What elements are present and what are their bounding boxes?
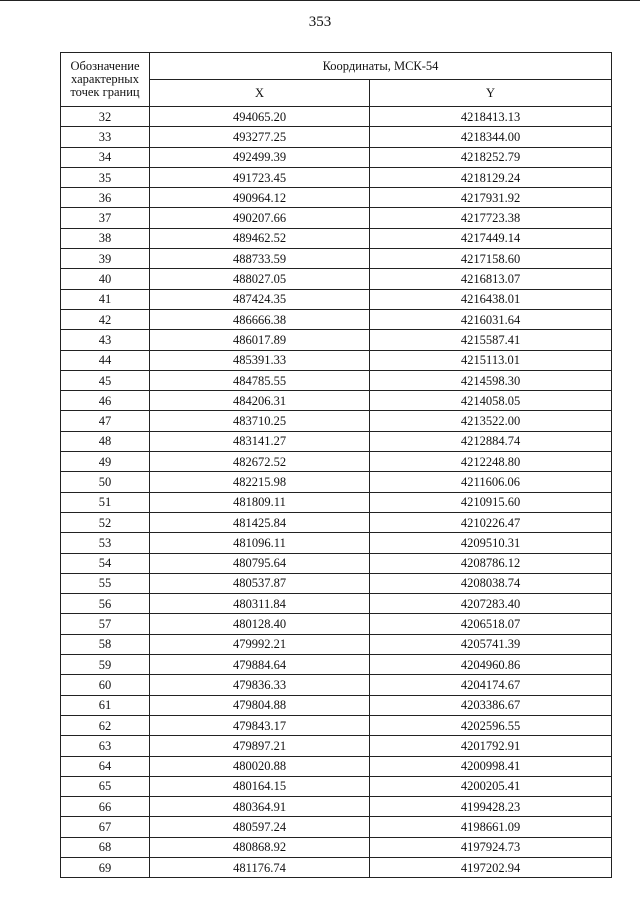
x-coordinate-cell: 480164.15 bbox=[150, 776, 370, 796]
point-number-cell: 33 bbox=[61, 127, 150, 147]
x-coordinate-cell: 480364.91 bbox=[150, 797, 370, 817]
y-coordinate-cell: 4217723.38 bbox=[370, 208, 612, 228]
x-header: X bbox=[150, 80, 370, 107]
table-row bbox=[61, 573, 612, 593]
point-number-cell: 55 bbox=[61, 573, 150, 593]
coordinates-title-header: Координаты, МСК-54 bbox=[150, 53, 612, 80]
y-coordinate-cell: 4203386.67 bbox=[370, 695, 612, 715]
point-number-cell: 57 bbox=[61, 614, 150, 634]
point-number-cell: 44 bbox=[61, 350, 150, 370]
table-row bbox=[61, 107, 612, 127]
point-number-cell: 59 bbox=[61, 655, 150, 675]
x-coordinate-cell: 492499.39 bbox=[150, 147, 370, 167]
x-coordinate-cell: 479897.21 bbox=[150, 736, 370, 756]
table-row bbox=[61, 452, 612, 472]
table-row bbox=[61, 289, 612, 309]
y-coordinate-cell: 4217449.14 bbox=[370, 228, 612, 248]
table-row bbox=[61, 594, 612, 614]
y-coordinate-cell: 4211606.06 bbox=[370, 472, 612, 492]
x-coordinate-cell: 487424.35 bbox=[150, 289, 370, 309]
y-coordinate-cell: 4214058.05 bbox=[370, 391, 612, 411]
x-coordinate-cell: 485391.33 bbox=[150, 350, 370, 370]
table-row bbox=[61, 492, 612, 512]
point-number-cell: 61 bbox=[61, 695, 150, 715]
y-coordinate-cell: 4215587.41 bbox=[370, 330, 612, 350]
y-header: Y bbox=[370, 80, 612, 107]
table-row bbox=[61, 553, 612, 573]
x-coordinate-cell: 481176.74 bbox=[150, 857, 370, 877]
y-coordinate-cell: 4218129.24 bbox=[370, 167, 612, 187]
y-coordinate-cell: 4197924.73 bbox=[370, 837, 612, 857]
y-coordinate-cell: 4213522.00 bbox=[370, 411, 612, 431]
point-number-cell: 65 bbox=[61, 776, 150, 796]
point-number-cell: 69 bbox=[61, 857, 150, 877]
x-coordinate-cell: 488027.05 bbox=[150, 269, 370, 289]
header-row-top bbox=[61, 53, 612, 80]
table-row bbox=[61, 715, 612, 735]
x-coordinate-cell: 493277.25 bbox=[150, 127, 370, 147]
point-number-cell: 43 bbox=[61, 330, 150, 350]
x-coordinate-cell: 483710.25 bbox=[150, 411, 370, 431]
point-number-cell: 51 bbox=[61, 492, 150, 512]
table-row bbox=[61, 411, 612, 431]
point-number-cell: 67 bbox=[61, 817, 150, 837]
table-row bbox=[61, 675, 612, 695]
y-coordinate-cell: 4212884.74 bbox=[370, 431, 612, 451]
y-coordinate-cell: 4201792.91 bbox=[370, 736, 612, 756]
y-coordinate-cell: 4200998.41 bbox=[370, 756, 612, 776]
x-coordinate-cell: 482672.52 bbox=[150, 452, 370, 472]
table-row bbox=[61, 249, 612, 269]
point-number-cell: 49 bbox=[61, 452, 150, 472]
x-coordinate-cell: 490964.12 bbox=[150, 188, 370, 208]
point-number-cell: 41 bbox=[61, 289, 150, 309]
point-number-cell: 52 bbox=[61, 512, 150, 532]
x-coordinate-cell: 489462.52 bbox=[150, 228, 370, 248]
point-number-cell: 34 bbox=[61, 147, 150, 167]
table-row bbox=[61, 472, 612, 492]
point-number-cell: 50 bbox=[61, 472, 150, 492]
point-number-cell: 48 bbox=[61, 431, 150, 451]
table-row bbox=[61, 837, 612, 857]
x-coordinate-cell: 479804.88 bbox=[150, 695, 370, 715]
point-number-cell: 64 bbox=[61, 756, 150, 776]
point-number-cell: 40 bbox=[61, 269, 150, 289]
y-coordinate-cell: 4210915.60 bbox=[370, 492, 612, 512]
point-number-cell: 42 bbox=[61, 309, 150, 329]
point-number-cell: 66 bbox=[61, 797, 150, 817]
x-coordinate-cell: 479992.21 bbox=[150, 634, 370, 654]
y-coordinate-cell: 4216813.07 bbox=[370, 269, 612, 289]
point-number-cell: 53 bbox=[61, 533, 150, 553]
table-row bbox=[61, 127, 612, 147]
y-coordinate-cell: 4207283.40 bbox=[370, 594, 612, 614]
table-row bbox=[61, 350, 612, 370]
x-coordinate-cell: 480537.87 bbox=[150, 573, 370, 593]
point-number-cell: 39 bbox=[61, 249, 150, 269]
x-coordinate-cell: 486017.89 bbox=[150, 330, 370, 350]
point-number-cell: 35 bbox=[61, 167, 150, 187]
point-number-cell: 58 bbox=[61, 634, 150, 654]
y-coordinate-cell: 4218344.00 bbox=[370, 127, 612, 147]
y-coordinate-cell: 4215113.01 bbox=[370, 350, 612, 370]
point-number-cell: 38 bbox=[61, 228, 150, 248]
table-row bbox=[61, 756, 612, 776]
y-coordinate-cell: 4218413.13 bbox=[370, 107, 612, 127]
x-coordinate-cell: 480868.92 bbox=[150, 837, 370, 857]
table-row bbox=[61, 857, 612, 877]
x-coordinate-cell: 479884.64 bbox=[150, 655, 370, 675]
table-row bbox=[61, 695, 612, 715]
x-coordinate-cell: 480597.24 bbox=[150, 817, 370, 837]
y-coordinate-cell: 4209510.31 bbox=[370, 533, 612, 553]
x-coordinate-cell: 490207.66 bbox=[150, 208, 370, 228]
y-coordinate-cell: 4206518.07 bbox=[370, 614, 612, 634]
point-number-cell: 46 bbox=[61, 391, 150, 411]
x-coordinate-cell: 491723.45 bbox=[150, 167, 370, 187]
top-rule bbox=[0, 0, 640, 1]
y-coordinate-cell: 4212248.80 bbox=[370, 452, 612, 472]
y-coordinate-cell: 4210226.47 bbox=[370, 512, 612, 532]
x-coordinate-cell: 484206.31 bbox=[150, 391, 370, 411]
point-number-cell: 54 bbox=[61, 553, 150, 573]
x-coordinate-cell: 483141.27 bbox=[150, 431, 370, 451]
table-row bbox=[61, 797, 612, 817]
table-row bbox=[61, 431, 612, 451]
table-row bbox=[61, 269, 612, 289]
y-coordinate-cell: 4216438.01 bbox=[370, 289, 612, 309]
y-coordinate-cell: 4217158.60 bbox=[370, 249, 612, 269]
y-coordinate-cell: 4218252.79 bbox=[370, 147, 612, 167]
table-header bbox=[61, 53, 612, 107]
point-number-cell: 36 bbox=[61, 188, 150, 208]
x-coordinate-cell: 479836.33 bbox=[150, 675, 370, 695]
point-number-cell: 47 bbox=[61, 411, 150, 431]
table-row bbox=[61, 391, 612, 411]
y-coordinate-cell: 4208038.74 bbox=[370, 573, 612, 593]
y-coordinate-cell: 4200205.41 bbox=[370, 776, 612, 796]
x-coordinate-cell: 481425.84 bbox=[150, 512, 370, 532]
point-number-cell: 68 bbox=[61, 837, 150, 857]
table-row bbox=[61, 330, 612, 350]
table-row bbox=[61, 614, 612, 634]
x-coordinate-cell: 482215.98 bbox=[150, 472, 370, 492]
point-number-cell: 45 bbox=[61, 370, 150, 390]
table-row bbox=[61, 208, 612, 228]
y-coordinate-cell: 4204960.86 bbox=[370, 655, 612, 675]
x-coordinate-cell: 481809.11 bbox=[150, 492, 370, 512]
y-coordinate-cell: 4204174.67 bbox=[370, 675, 612, 695]
table-row bbox=[61, 188, 612, 208]
y-coordinate-cell: 4217931.92 bbox=[370, 188, 612, 208]
table-row bbox=[61, 309, 612, 329]
table-row bbox=[61, 228, 612, 248]
point-number-cell: 62 bbox=[61, 715, 150, 735]
x-coordinate-cell: 479843.17 bbox=[150, 715, 370, 735]
y-coordinate-cell: 4199428.23 bbox=[370, 797, 612, 817]
x-coordinate-cell: 494065.20 bbox=[150, 107, 370, 127]
x-coordinate-cell: 481096.11 bbox=[150, 533, 370, 553]
point-number-cell: 32 bbox=[61, 107, 150, 127]
x-coordinate-cell: 480128.40 bbox=[150, 614, 370, 634]
table-row bbox=[61, 776, 612, 796]
x-coordinate-cell: 480795.64 bbox=[150, 553, 370, 573]
table-row bbox=[61, 817, 612, 837]
table-row bbox=[61, 167, 612, 187]
page-number: 353 bbox=[308, 14, 332, 30]
y-coordinate-cell: 4197202.94 bbox=[370, 857, 612, 877]
y-coordinate-cell: 4214598.30 bbox=[370, 370, 612, 390]
x-coordinate-cell: 484785.55 bbox=[150, 370, 370, 390]
y-coordinate-cell: 4205741.39 bbox=[370, 634, 612, 654]
table-row bbox=[61, 655, 612, 675]
coordinates-table bbox=[60, 52, 612, 878]
table-row bbox=[61, 512, 612, 532]
y-coordinate-cell: 4202596.55 bbox=[370, 715, 612, 735]
point-number-cell: 37 bbox=[61, 208, 150, 228]
y-coordinate-cell: 4216031.64 bbox=[370, 309, 612, 329]
designation-header: Обозначение характерных точек границ bbox=[61, 53, 150, 107]
point-number-cell: 60 bbox=[61, 675, 150, 695]
table-row bbox=[61, 634, 612, 654]
table-row bbox=[61, 147, 612, 167]
point-number-cell: 63 bbox=[61, 736, 150, 756]
x-coordinate-cell: 480020.88 bbox=[150, 756, 370, 776]
x-coordinate-cell: 480311.84 bbox=[150, 594, 370, 614]
x-coordinate-cell: 488733.59 bbox=[150, 249, 370, 269]
x-coordinate-cell: 486666.38 bbox=[150, 309, 370, 329]
table-row bbox=[61, 533, 612, 553]
point-number-cell: 56 bbox=[61, 594, 150, 614]
table-row bbox=[61, 370, 612, 390]
table-row bbox=[61, 736, 612, 756]
table-body bbox=[61, 107, 612, 878]
y-coordinate-cell: 4208786.12 bbox=[370, 553, 612, 573]
y-coordinate-cell: 4198661.09 bbox=[370, 817, 612, 837]
